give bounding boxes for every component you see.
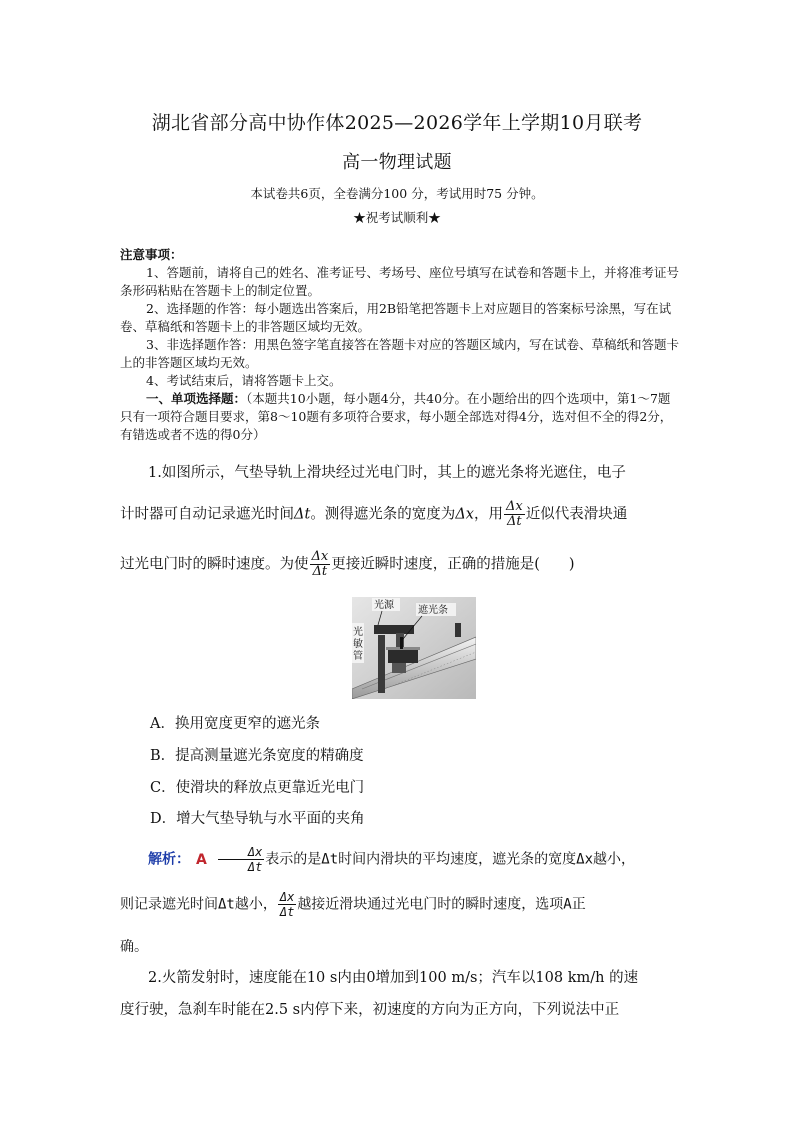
solution-line3: 确。 [120, 939, 148, 955]
solution-text-2b: 越接近滑块通过光电门时的瞬时速度，选项A正 [297, 896, 586, 913]
fraction-numerator: Δx [505, 499, 523, 514]
solution-fraction [278, 890, 296, 919]
slider-block [388, 649, 418, 663]
exam-title: 湖北省部分高中协作体2025—2026学年上学期10月联考 [151, 112, 643, 134]
notice-label: 注意事项： [120, 247, 183, 262]
q1-line2-a: 计时器可自动记录遮光时间 [120, 506, 294, 523]
q1-dt-symbol: Δt [294, 506, 311, 523]
q2-line1: 2.火箭发射时，速度能在10 s内由0增加到100 m/s；汽车以108 km/h 的速 [148, 970, 639, 986]
fraction-denominator: Δt [507, 514, 522, 529]
section-instructions [120, 390, 680, 444]
notice-item: 2、选择题的作答：每小题选出答案后，用2B铅笔把答题卡上对应题目的答案标号涂黑，写在试卷、草稿纸和答题卡上的非答题区域均无效。 [120, 301, 672, 334]
fraction-numerator: Δx [279, 890, 295, 904]
q1-line3-a: 过光电门时的瞬时速度。为使 [120, 556, 309, 573]
label-shading-strip: 遮光条 [418, 605, 448, 616]
exam-wish: ★祝考试顺利★ [353, 210, 441, 225]
q1-line3-b: 更接近瞬时速度，正确的措施是( ) [331, 556, 575, 573]
q2-line2: 度行驶，急刹车时能在2.5 s内停下来，初速度的方向为正方向，下列说法中正 [120, 1002, 620, 1018]
fraction-denominator: Δt [279, 905, 295, 919]
q1-line2-c: ，用 [473, 506, 503, 523]
q1-dx-symbol: Δx [455, 506, 474, 523]
section-text: （本题共10小题，每小题4分，共40分。在小题给出的四个选项中，第1～7题只有一项符合题目要求，第8～10题有多项符合要求，每小题全部选对得4分，选对但不全的得2分，有错选或者不选的得0分） [120, 391, 673, 442]
section-label: 一、单项选择题： [146, 391, 247, 406]
q1-line1: 1.如图所示，气垫导轨上滑块经过光电门时，其上的遮光条将光遮住，电子 [148, 465, 626, 481]
track-end-stop [455, 623, 461, 637]
fraction-numerator: Δx [311, 549, 329, 564]
solution-line1 [120, 845, 680, 874]
label-photosensitive-tube: 光 敏 管 [353, 627, 363, 662]
q1-option-b: B．提高测量遮光条宽度的精确度 [150, 748, 364, 764]
solution-fraction [218, 845, 264, 874]
solution-label: 解析： [148, 851, 190, 868]
solution-line2 [120, 890, 680, 919]
q1-line2 [120, 500, 680, 529]
solution-text-1: 表示的是Δt时间内滑块的平均速度，遮光条的宽度Δx越小， [265, 851, 636, 868]
notice-block [120, 246, 680, 444]
q1-line3 [120, 550, 680, 579]
q1-line2-d: 近似代表滑块通 [525, 506, 628, 523]
photogate-figure [352, 597, 476, 699]
q1-fraction [504, 500, 525, 529]
gate-post-icon [378, 635, 385, 693]
label-light-source: 光源 [374, 600, 394, 611]
notice-item: 4、考试结束后，请将答题卡上交。 [146, 373, 342, 388]
fraction-denominator: Δt [312, 564, 328, 579]
notice-item: 1、答题前，请将自己的姓名、准考证号、考场号、座位号填写在试卷和答题卡上，并将准考证号条形码粘贴在答题卡上的制定位置。 [120, 265, 679, 298]
fraction-denominator: Δt [247, 860, 263, 874]
fraction-numerator: Δx [218, 845, 264, 860]
q1-fraction [310, 550, 331, 579]
q1-option-a: A．换用宽度更窄的遮光条 [150, 716, 320, 732]
q1-option-d: D．增大气垫导轨与水平面的夹角 [150, 811, 365, 827]
q1-line2-b: 。测得遮光条的宽度为 [310, 506, 456, 523]
q1-option-c: C．使滑块的释放点更靠近光电门 [150, 780, 365, 796]
solution-answer: A [196, 851, 207, 868]
notice-item: 3、非选择题作答：用黑色签字笔直接答在答题卡对应的答题区域内，写在试卷、草稿纸和答题卡上的非答题区域均无效。 [120, 337, 679, 370]
solution-text-2a: 则记录遮光时间Δt越小， [120, 896, 277, 913]
exam-info: 本试卷共6页，全卷满分100 分，考试用时75 分钟。 [250, 186, 544, 201]
shading-strip [400, 637, 403, 649]
exam-subtitle: 高一物理试题 [342, 152, 452, 173]
